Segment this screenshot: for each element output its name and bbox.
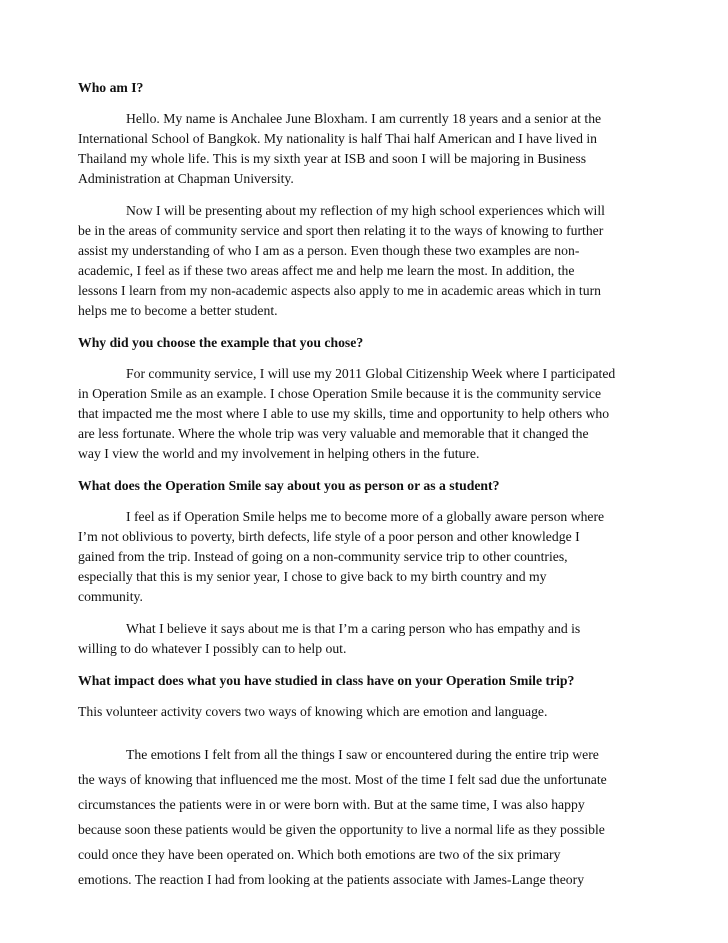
text-line: Administration at Chapman University. [78,171,294,186]
text-line: circumstances the patients were in or were born with. But at the same time, I was also happy [78,797,585,812]
text-line: What I believe it says about me is that I’m a caring person who has empathy and is [126,621,581,636]
section-heading: What impact does what you have studied in class have on your Operation Smile trip? [78,673,575,688]
text-line: The emotions I felt from all the things I saw or encountered during the entire trip were [126,747,599,762]
text-line: could once they have been operated on. Which both emotions are two of the six primary [78,847,561,862]
text-line: Thailand my whole life. This is my sixth year at ISB and soon I will be majoring in Business [78,151,587,166]
text-line: community. [78,589,143,604]
text-line: emotions. The reaction I had from looking at the patients associate with James-Lange theory [78,872,585,887]
text-line: This volunteer activity covers two ways of knowing which are emotion and language. [78,704,548,719]
text-line: are less fortunate. Where the whole trip was very valuable and memorable that it changed the [78,426,589,441]
text-line: that impacted me the most where I able to use my skills, time and opportunity to help others who [78,406,610,421]
text-line: be in the areas of community service and sport then relating it to the ways of knowing to further [78,223,604,238]
text-line: way I view the world and my involvement in helping others in the future. [78,446,480,461]
text-line: in Operation Smile as an example. I chose Operation Smile because it is the community service [78,386,602,401]
text-line: especially that this is my senior year, I chose to give back to my birth country and my [78,569,547,584]
section-heading: What does the Operation Smile say about you as person or as a student? [78,478,500,493]
text-line: because soon these patients would be given the opportunity to live a normal life as they possible [78,822,605,837]
text-line: gained from the trip. Instead of going on a non-community service trip to other countries, [78,549,568,564]
text-line: International School of Bangkok. My nationality is half Thai half American and I have lived in [78,131,597,146]
paragraph [78,619,654,659]
text-line: For community service, I will use my 2011 Global Citizenship Week where I participated [126,366,616,381]
text-line: academic, I feel as if these two areas affect me and help me learn the most. In addition, the [78,263,575,278]
text-line: lessons I learn from my non-academic aspects also apply to me in academic areas which in turn [78,283,601,298]
paragraph [78,742,654,892]
text-line: Hello. My name is Anchalee June Bloxham. I am currently 18 years and a senior at the [126,111,602,126]
section-heading: Who am I? [78,80,144,95]
paragraph [78,507,654,607]
text-line: Now I will be presenting about my reflection of my high school experiences which will [126,203,605,218]
text-line: I feel as if Operation Smile helps me to become more of a globally aware person where [126,509,605,524]
paragraph [78,364,654,464]
text-line: willing to do whatever I possibly can to help out. [78,641,347,656]
intro-paragraph [78,702,654,722]
text-line: I’m not oblivious to poverty, birth defects, life style of a poor person and other knowledge I [78,529,580,544]
text-line: the ways of knowing that influenced me the most. Most of the time I felt sad due the unfortunate [78,772,607,787]
paragraph [78,109,654,189]
text-line: assist my understanding of who I am as a person. Even though these two examples are non- [78,243,580,258]
document-page [78,78,654,892]
text-line: helps me to become a better student. [78,303,278,318]
paragraph [78,201,654,321]
section-heading: Why did you choose the example that you chose? [78,335,364,350]
